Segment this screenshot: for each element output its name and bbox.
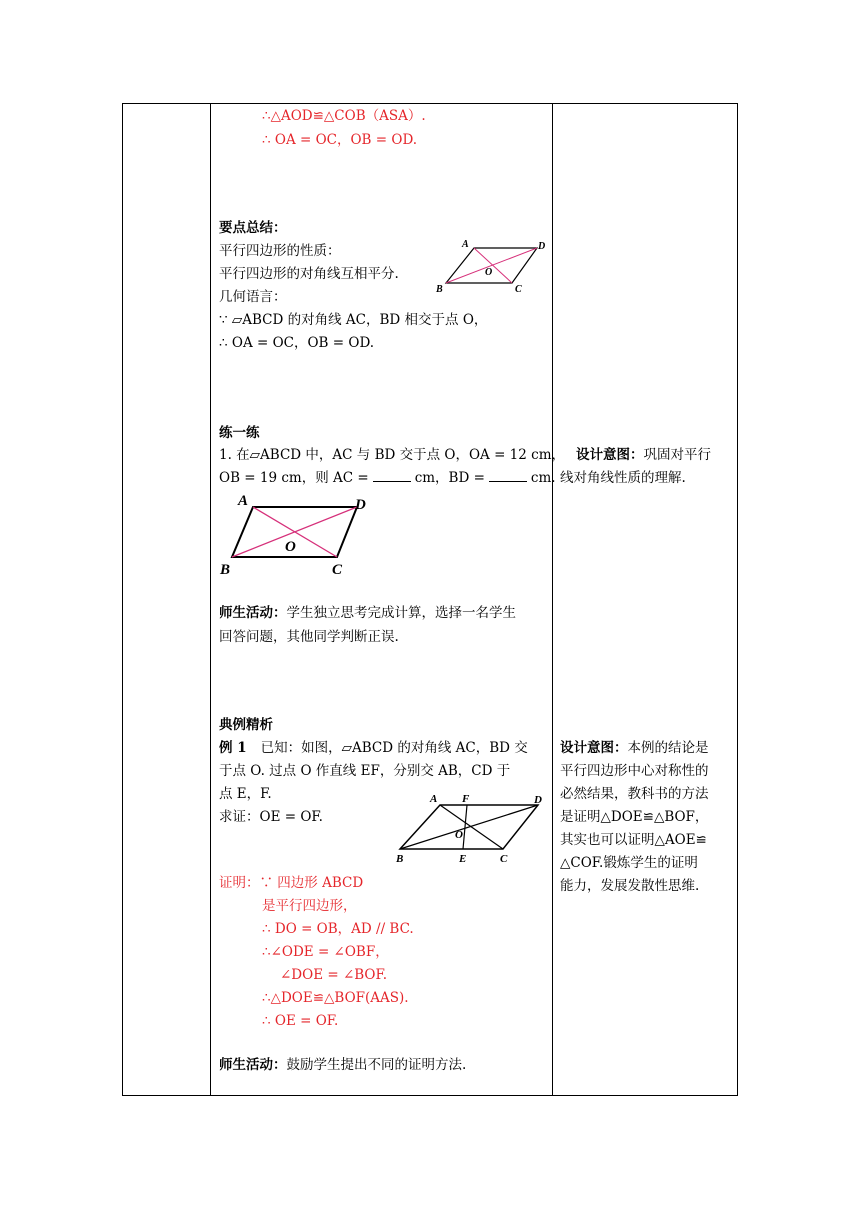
practice-q1-part-b: cm，BD =: [414, 470, 485, 486]
summary-line1: 平行四边形的性质：: [219, 243, 341, 259]
practice-q1-part-a: OB = 19 cm，则 AC =: [219, 470, 369, 486]
parallelogram-figure-2: [216, 490, 376, 580]
proof-line6: ∴△DOE≌△BOF(AAS).: [262, 990, 409, 1006]
design2-line2: 平行四边形中心对称性的: [560, 763, 709, 779]
column-divider-1: [210, 104, 211, 1095]
proof-line4: ∴∠ODE = ∠OBF，: [262, 944, 389, 960]
activity1-line1: 师生活动：学生独立思考完成计算，选择一名学生: [219, 605, 516, 621]
activity1-label: 师生活动：: [219, 605, 287, 621]
proof-line5: ∠DOE = ∠BOF.: [280, 967, 388, 983]
design2-label: 设计意图：: [560, 740, 628, 756]
design2-line4: 是证明△DOE≌△BOF，: [560, 809, 709, 825]
parallelogram-figure-1: [428, 236, 550, 296]
design2-line7: 能力，发展发散性思维.: [560, 878, 700, 894]
fig3-diagonal-ac: [440, 805, 503, 849]
summary-line3: 几何语言：: [219, 289, 287, 305]
example-line2: 于点 O. 过点 O 作直线 EF，分别交 AB，CD 于: [219, 763, 511, 779]
fig2-label-o: O: [285, 539, 296, 555]
summary-line2: 平行四边形的对角线互相平分.: [219, 266, 399, 282]
practice-heading: 练一练: [219, 425, 260, 441]
example-line1: 例 1 已知：如图，▱ABCD 的对角线 AC，BD 交: [219, 740, 528, 756]
fig3-label-d: D: [534, 794, 542, 806]
column-divider-2: [552, 104, 553, 1095]
activity1-line2: 回答问题，其他同学判断正误.: [219, 629, 399, 645]
fig1-label-c: C: [515, 284, 522, 295]
fig1-diagonal-ac: [474, 248, 512, 283]
practice-q1-part-c: cm.: [530, 470, 556, 486]
design1-line1: 设计意图：巩固对平行: [576, 447, 711, 463]
fig2-label-d: D: [355, 497, 366, 513]
fig1-label-o: O: [485, 267, 493, 278]
design2-line6: △COF.锻炼学生的证明: [560, 855, 698, 871]
proof-top-line2: ∴ OA = OC，OB = OD.: [262, 132, 418, 148]
fig2-label-a: A: [238, 493, 249, 509]
fig3-label-b: B: [396, 853, 404, 865]
fig1-label-d: D: [538, 241, 546, 252]
example-line3: 点 E，F.: [219, 786, 272, 802]
fig3-line-ef: [463, 805, 467, 849]
proof-top-line1: ∴△AOD≌△COB（ASA）.: [262, 108, 426, 124]
proof-line1: 证明：∵ 四边形 ABCD: [219, 875, 364, 891]
summary-line4: ∵ ▱ABCD 的对角线 AC，BD 相交于点 O，: [219, 312, 488, 328]
fig3-label-e: E: [459, 853, 467, 865]
parallelogram-figure-3: [392, 788, 550, 868]
summary-line5: ∴ OA = OC，OB = OD.: [219, 335, 375, 351]
example-label: 例 1: [219, 740, 247, 756]
design2-line3: 必然结果，教科书的方法: [560, 786, 709, 802]
example-line4: 求证：OE = OF.: [219, 809, 323, 825]
proof-line3: ∴ DO = OB，AD // BC.: [262, 921, 414, 937]
fig2-label-c: C: [332, 562, 343, 578]
fig3-label-o: O: [455, 829, 463, 841]
activity2-label: 师生活动：: [219, 1057, 287, 1073]
fig1-label-b: B: [436, 284, 443, 295]
design1-line2: 线对角线性质的理解.: [560, 470, 686, 486]
practice-q1-line1: 1. 在▱ABCD 中，AC 与 BD 交于点 O，OA = 12 cm，: [219, 447, 566, 463]
proof-line2: 是平行四边形，: [262, 898, 357, 914]
design2-line1: 设计意图：本例的结论是: [560, 740, 709, 756]
example-heading: 典例精析: [219, 717, 273, 733]
proof-line7: ∴ OE = OF.: [262, 1013, 339, 1029]
design1-label: 设计意图：: [576, 447, 644, 463]
practice-q1-line2: [219, 469, 556, 487]
fig2-label-b: B: [220, 562, 231, 578]
answer-blank-ac[interactable]: [373, 469, 411, 482]
fig3-label-f: F: [462, 793, 470, 805]
fig3-label-c: C: [500, 853, 508, 865]
design2-line5: 其实也可以证明△AOE≌: [560, 832, 707, 848]
fig3-label-a: A: [430, 793, 438, 805]
fig1-label-a: A: [462, 239, 469, 250]
summary-heading: 要点总结：: [219, 220, 287, 236]
answer-blank-bd[interactable]: [489, 469, 527, 482]
activity2-line: 师生活动：鼓励学生提出不同的证明方法.: [219, 1057, 467, 1073]
